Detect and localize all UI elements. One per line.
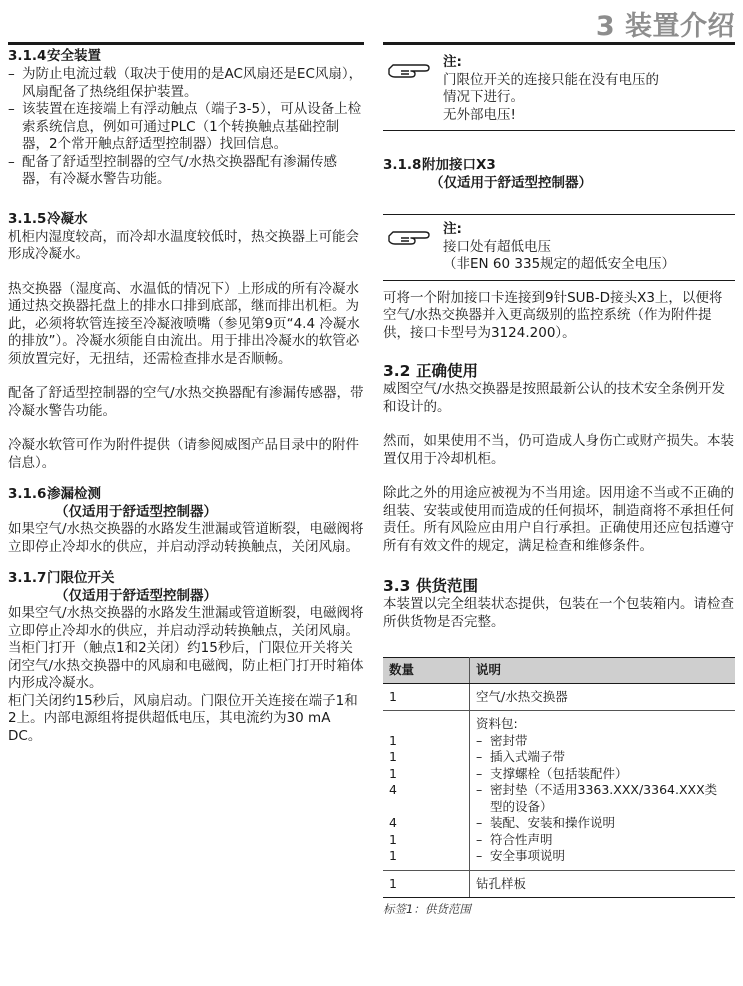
section-heading-3-1-4: 3.1.4安全装置	[8, 48, 101, 64]
qty-value: 1	[389, 831, 397, 847]
section-heading-3-3: 3.3 供货范围	[383, 577, 479, 595]
desc-cell: 空气/水热交换器	[470, 683, 736, 711]
list-item: – 支撑螺栓（包括装配件）	[476, 766, 729, 783]
note-line: 门限位开关的连接只能在没有电压的	[443, 71, 659, 88]
note-box	[383, 48, 735, 131]
note-label: 注:	[443, 221, 462, 237]
list-item: – 为防止电流过载（取决于使用的是AC风扇还是EC风扇），风扇配备了热绕组保护装置。	[8, 66, 364, 101]
note-line: 无外部电压!	[443, 106, 516, 123]
qty-cell	[383, 711, 470, 871]
list-item: – 密封垫（不适用3363.XXX/3364.XXX类型的设备）	[476, 782, 729, 815]
qty-value: 1	[389, 749, 397, 764]
list-item: – 装配、安装和操作说明	[476, 815, 729, 832]
section-subtitle: （仅适用于舒适型控制器）	[430, 175, 592, 191]
table-caption: 标签1：供货范围	[383, 902, 471, 916]
section-heading-3-1-8: 3.1.8附加接口X3	[383, 157, 496, 173]
list-item: – 符合性声明	[476, 832, 729, 849]
column-header: 数量	[383, 658, 470, 684]
qty-value: 4	[389, 815, 397, 830]
left-column	[8, 48, 364, 745]
qty-value: 1	[389, 765, 397, 781]
paragraph: 除此之外的用途应被视为不当用途。因用途不当或不正确的组装、安装或使用而造成的任何损坏，制造商将不承担任何责任。所有风险应由用户自行承担。正确使用还应包括遵守所有有效文件的规定，满足检查和维修条件。	[383, 485, 734, 554]
note-line: 接口处有超低电压	[443, 238, 551, 255]
list-item: – 插入式端子带	[476, 749, 729, 766]
chapter-heading: 3 装置介绍	[595, 11, 735, 42]
section-heading-3-2: 3.2 正确使用	[383, 362, 479, 380]
list-item: – 安全事项说明	[476, 848, 729, 865]
note-label: 注:	[443, 54, 462, 70]
qty-cell: 1	[383, 870, 470, 898]
paragraph: 机柜内湿度较高，而冷却水温度较低时，热交换器上可能会形成冷凝水。	[8, 228, 359, 262]
paragraph: 热交换器（湿度高、水温低的情况下）上形成的所有冷凝水通过热交换器托盘上的排水口排到底部，继而排出机柜。为此，必须将软管连接至冷凝液喷嘴（参见第9页“4.4 冷凝水的排放”）。冷凝水须能自由流出。用于排出冷凝水的软管必须放置完好，无扭结，还需检查排水是否顺畅。	[8, 280, 360, 367]
qty-value: 1	[389, 732, 397, 748]
paragraph: 当柜门打开（触点1和2关闭）约15秒后，门限位开关将关闭空气/水热交换器中的风扇和电磁阀，防止柜门打开时箱体内形成冷凝水。	[8, 640, 364, 691]
paragraph: 如果空气/水热交换器的水路发生泄漏或管道断裂，电磁阀将立即停止冷却水的供应，并启动浮动转换触点，关闭风扇。	[8, 605, 364, 639]
left-header-rule	[8, 42, 364, 45]
section-subtitle: （仅适用于舒适型控制器）	[55, 588, 217, 604]
note-line: 情况下进行。	[443, 89, 524, 105]
section-heading-3-1-5: 3.1.5冷凝水	[8, 210, 88, 227]
list-item: – 该装置在连接端上有浮动触点（端子3-5），可从设备上检索系统信息，例如可通过PLC（1个转换触点基础控制器，2个常开触点舒适型控制器）找回信息。	[8, 101, 364, 154]
qty-cell: 1	[383, 683, 470, 711]
safety-device-list	[8, 66, 364, 189]
table-row	[383, 683, 735, 711]
qty-value: 4	[389, 782, 397, 797]
right-column	[383, 48, 735, 917]
note-line: （非EN 60 335规定的超低安全电压）	[443, 256, 676, 272]
paragraph: 本装置以完全组装状态提供，包装在一个包装箱内。请检查所供货物是否完整。	[383, 596, 734, 630]
paragraph: 如果空气/水热交换器的水路发生泄漏或管道断裂，电磁阀将立即停止冷却水的供应，并启动浮动转换触点，关闭风扇。	[8, 521, 364, 555]
desc-cell: 钻孔样板	[470, 870, 736, 898]
table-row	[383, 711, 735, 871]
section-heading-3-1-6: 3.1.6渗漏检测	[8, 486, 101, 502]
right-header-rule	[383, 42, 735, 45]
paragraph: 柜门关闭约15秒后，风扇启动。门限位开关连接在端子1和2上。内部电源组将提供超低电压，其电流约为30 mA DC。	[8, 692, 358, 744]
section-heading-3-1-7: 3.1.7门限位开关	[8, 570, 115, 586]
doc-pack-label: 资料包:	[476, 716, 518, 731]
doc-pack-list	[476, 733, 729, 865]
section-subtitle: （仅适用于舒适型控制器）	[55, 504, 217, 520]
paragraph: 然而，如果使用不当，仍可造成人身伤亡或财产损失。本装置仅用于冷却机柜。	[383, 433, 734, 467]
column-header: 说明	[470, 658, 736, 684]
supply-table	[383, 657, 735, 898]
list-item: – 密封带	[476, 733, 729, 750]
paragraph: 威图空气/水热交换器是按照最新公认的技术安全条例开发和设计的。	[383, 381, 726, 415]
paragraph: 可将一个附加接口卡连接到9针SUB-D接头X3上，以便将空气/水热交换器并入更高级别的监控系统（作为附件提供，接口卡型号为3124.200）。	[383, 289, 723, 341]
qty-value: 1	[389, 848, 397, 863]
table-row	[383, 870, 735, 898]
desc-cell	[470, 711, 736, 871]
paragraph: 冷凝水软管可作为附件提供（请参阅威图产品目录中的附件信息）。	[8, 437, 359, 471]
pointing-hand-icon	[387, 59, 431, 87]
list-item: – 配备了舒适型控制器的空气/水热交换器配有渗漏传感器，有冷凝水警告功能。	[8, 154, 364, 189]
note-box	[383, 214, 735, 281]
table-header-row	[383, 658, 735, 684]
pointing-hand-icon	[387, 226, 431, 254]
paragraph: 配备了舒适型控制器的空气/水热交换器配有渗漏传感器，带冷凝水警告功能。	[8, 385, 364, 419]
